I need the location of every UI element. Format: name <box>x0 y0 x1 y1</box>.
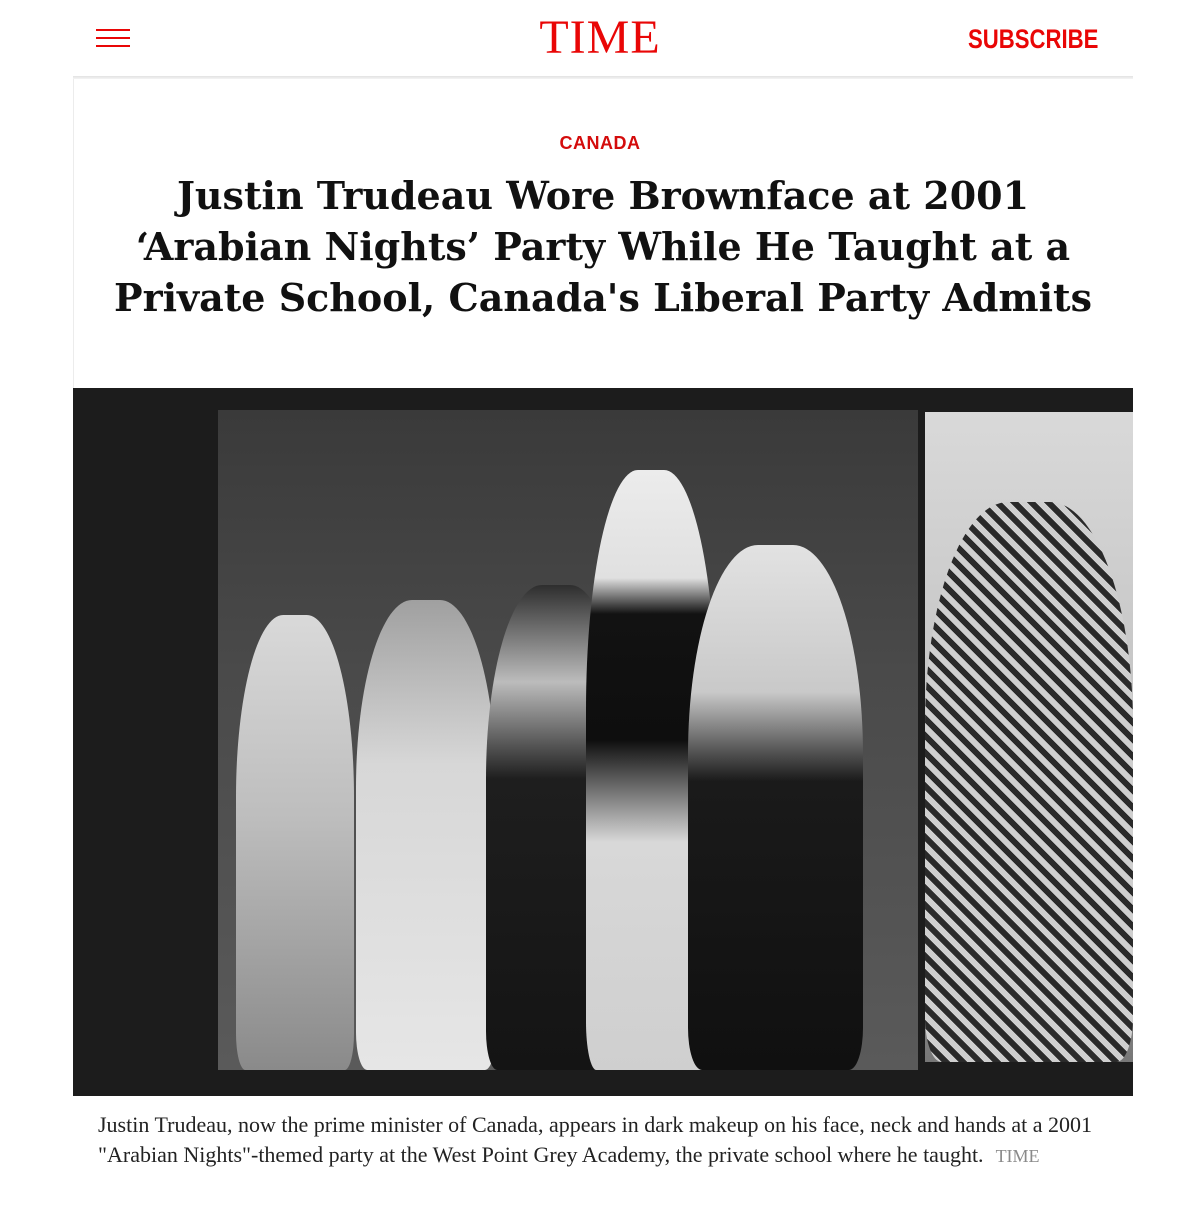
caption-text: Justin Trudeau, now the prime minister of Canada, appears in dark makeup on his face, neck and hands at a 2001 "Arabian Nights"-themed party at the West Point Grey Academy, the private school where he taught. <box>98 1112 1093 1167</box>
section-label[interactable]: CANADA <box>559 133 641 153</box>
article-headline: Justin Trudeau Wore Brownface at 2001 ‘Arabian Nights’ Party While He Taught at a Private School, Canada's Liberal Party Admits <box>114 173 1092 320</box>
menu-line-icon <box>96 29 130 31</box>
photo-figure <box>356 600 496 1070</box>
menu-line-icon <box>96 45 130 47</box>
photo-caption <box>98 1110 1128 1171</box>
site-header <box>0 0 1200 78</box>
subscribe-button[interactable]: SUBSCRIBE <box>968 24 1099 54</box>
hamburger-menu-icon[interactable] <box>96 27 130 49</box>
header-divider <box>73 76 1133 79</box>
photo-figure <box>688 545 863 1070</box>
article-photo <box>73 388 1133 1096</box>
menu-line-icon <box>96 37 130 39</box>
photo-figure <box>925 502 1133 1062</box>
yearbook-photo-side <box>925 412 1133 1062</box>
photo-figure <box>236 615 354 1070</box>
content-border <box>73 79 74 389</box>
time-logo[interactable]: TIME <box>539 11 661 64</box>
photo-credit: TIME <box>995 1146 1040 1166</box>
yearbook-photo-main <box>218 410 918 1070</box>
